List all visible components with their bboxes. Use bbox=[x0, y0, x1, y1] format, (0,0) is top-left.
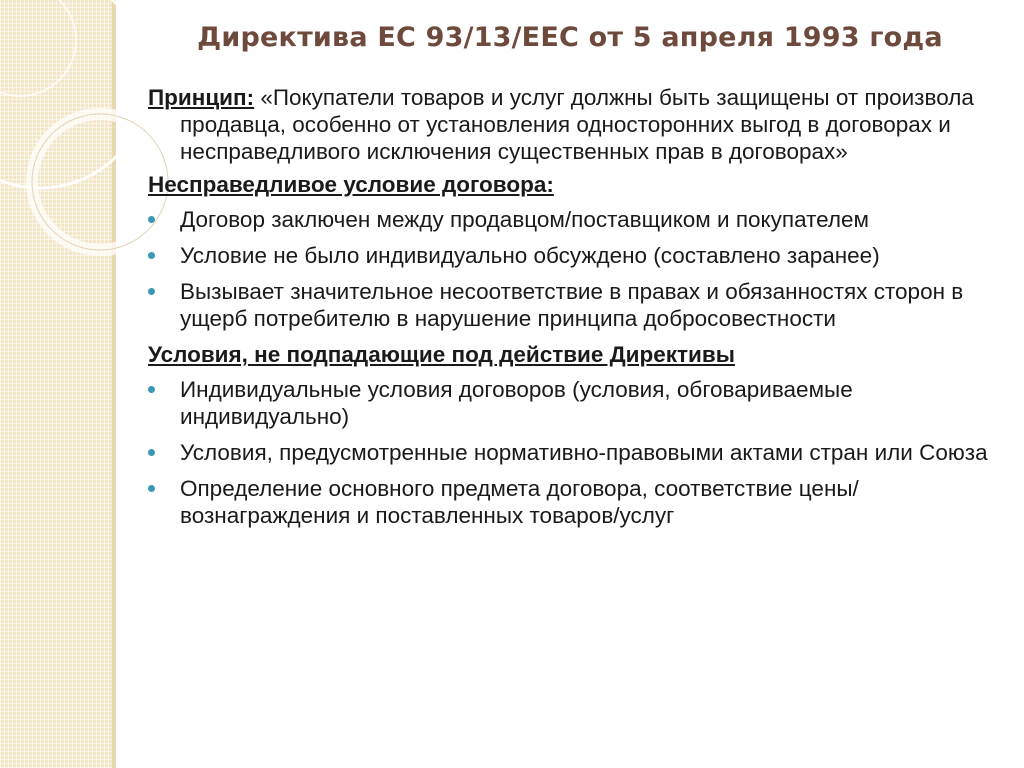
list-item-text: Индивидуальные условия договоров (условия, обговариваемые индивидуально) bbox=[180, 377, 853, 429]
list-item-text: Условие не было индивидуально обсуждено (составлено заранее) bbox=[180, 243, 880, 268]
list-item bbox=[148, 475, 998, 529]
principle-label: Принцип: bbox=[148, 85, 255, 110]
excluded-heading: Условия, не подпадающие под действие Директивы bbox=[148, 342, 735, 367]
ring-small bbox=[0, 0, 76, 96]
principle-paragraph bbox=[148, 84, 998, 165]
list-item-text: Договор заключен между продавцом/поставщиком и покупателем bbox=[180, 207, 870, 232]
list-item-text: Определение основного предмета договора, соответствие цены/вознаграждения и поставленных товаров/услуг bbox=[180, 476, 859, 528]
bullet-dot-icon bbox=[148, 216, 155, 223]
slide-body bbox=[148, 84, 998, 538]
slide-title: Директива ЕС 93/13/ЕЕС от 5 апреля 1993 года bbox=[197, 22, 943, 53]
list-item bbox=[148, 439, 998, 466]
bullet-dot-icon bbox=[148, 449, 155, 456]
principle-text: «Покупатели товаров и услуг должны быть защищены от произвола продавца, особенно от установления односторонних выгод в договорах и несправедливого исключения существенных прав в договорах» bbox=[180, 85, 974, 164]
list-item-text: Вызывает значительное несоответствие в правах и обязанностях сторон в ущерб потребителю в нарушение принципа добросовестности bbox=[180, 279, 964, 331]
bullet-dot-icon bbox=[148, 288, 155, 295]
list-item bbox=[148, 242, 998, 269]
unfair-term-heading: Несправедливое условие договора: bbox=[148, 172, 554, 197]
list-item bbox=[148, 376, 998, 430]
list-item bbox=[148, 206, 998, 233]
list-item bbox=[148, 278, 998, 332]
bullet-dot-icon bbox=[148, 252, 155, 259]
bullet-dot-icon bbox=[148, 485, 155, 492]
bullet-dot-icon bbox=[148, 386, 155, 393]
list-item-text: Условия, предусмотренные нормативно-правовыми актами стран или Союза bbox=[180, 440, 988, 465]
